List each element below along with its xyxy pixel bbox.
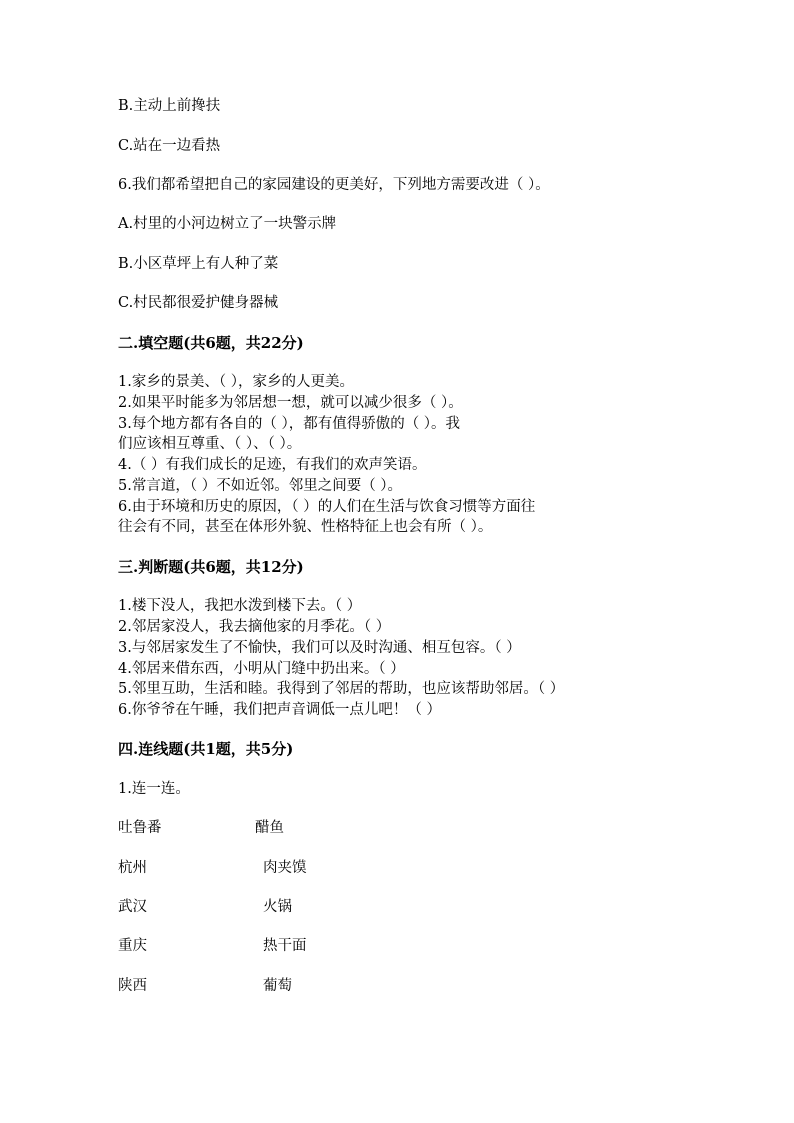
q6-option-c: C.村民都很爱护健身器械 (118, 295, 279, 311)
matching-place: 杭州 (118, 860, 147, 876)
section2-heading: 二.填空题(共6题，共22分) (118, 334, 304, 352)
q5-option-b: B.主动上前搀扶 (118, 98, 221, 114)
section3-heading: 三.判断题(共6题，共12分) (118, 558, 304, 576)
matching-place: 武汉 (118, 899, 147, 915)
matching-food: 葡萄 (263, 978, 292, 994)
judge-item: 6.你爷爷在午睡，我们把声音调低一点儿吧！（ ） (118, 702, 441, 718)
matching-question: 1.连一连。 (118, 781, 190, 797)
q6-option-a: A.村里的小河边树立了一块警示牌 (118, 216, 337, 232)
fill-item: 2.如果平时能多为邻居想一想，就可以减少很多（ ）。 (118, 395, 463, 411)
judge-item: 1.楼下没人，我把水泼到楼下去。（ ） (118, 598, 362, 614)
fill-item: 往会有不同，甚至在体形外貌、性格特征上也会有所（ ）。 (118, 519, 493, 535)
fill-item: 们应该相互尊重、（ ）、（ ）。 (118, 436, 302, 452)
matching-place: 重庆 (118, 938, 147, 954)
q6-option-b: B.小区草坪上有人种了菜 (118, 256, 279, 272)
matching-place: 陕西 (118, 978, 147, 994)
fill-item: 4.（ ）有我们成长的足迹，有我们的欢声笑语。 (118, 457, 427, 473)
matching-place: 吐鲁番 (118, 820, 162, 836)
matching-food: 热干面 (263, 938, 307, 954)
judge-item: 4.邻居来借东西，小明从门缝中扔出来。（ ） (118, 661, 405, 677)
judge-item: 2.邻居家没人，我去摘他家的月季花。（ ） (118, 619, 391, 635)
section4-heading: 四.连线题(共1题，共5分) (118, 740, 294, 758)
matching-food: 火锅 (263, 899, 292, 915)
q6-stem: 6.我们都希望把自己的家园建设的更美好，下列地方需要改进（ ）。 (118, 177, 550, 193)
q5-option-c: C.站在一边看热 (118, 138, 221, 154)
matching-food: 肉夹馍 (263, 860, 307, 876)
matching-food: 醋鱼 (255, 820, 284, 836)
judge-item: 5.邻里互助，生活和睦。我得到了邻居的帮助，也应该帮助邻居。（ ） (118, 681, 565, 697)
fill-item: 1.家乡的景美、（ ），家乡的人更美。 (118, 374, 354, 390)
judge-item: 3.与邻居家发生了不愉快，我们可以及时沟通、相互包容。（ ） (118, 640, 521, 656)
fill-item: 5.常言道，（ ）不如近邻。邻里之间要（ ）。 (118, 478, 403, 494)
fill-item: 6.由于环境和历史的原因，（ ）的人们在生活与饮食习惯等方面往 (118, 499, 536, 515)
fill-item: 3.每个地方都有各自的（ ），都有值得骄傲的（ ）。我 (118, 416, 461, 432)
